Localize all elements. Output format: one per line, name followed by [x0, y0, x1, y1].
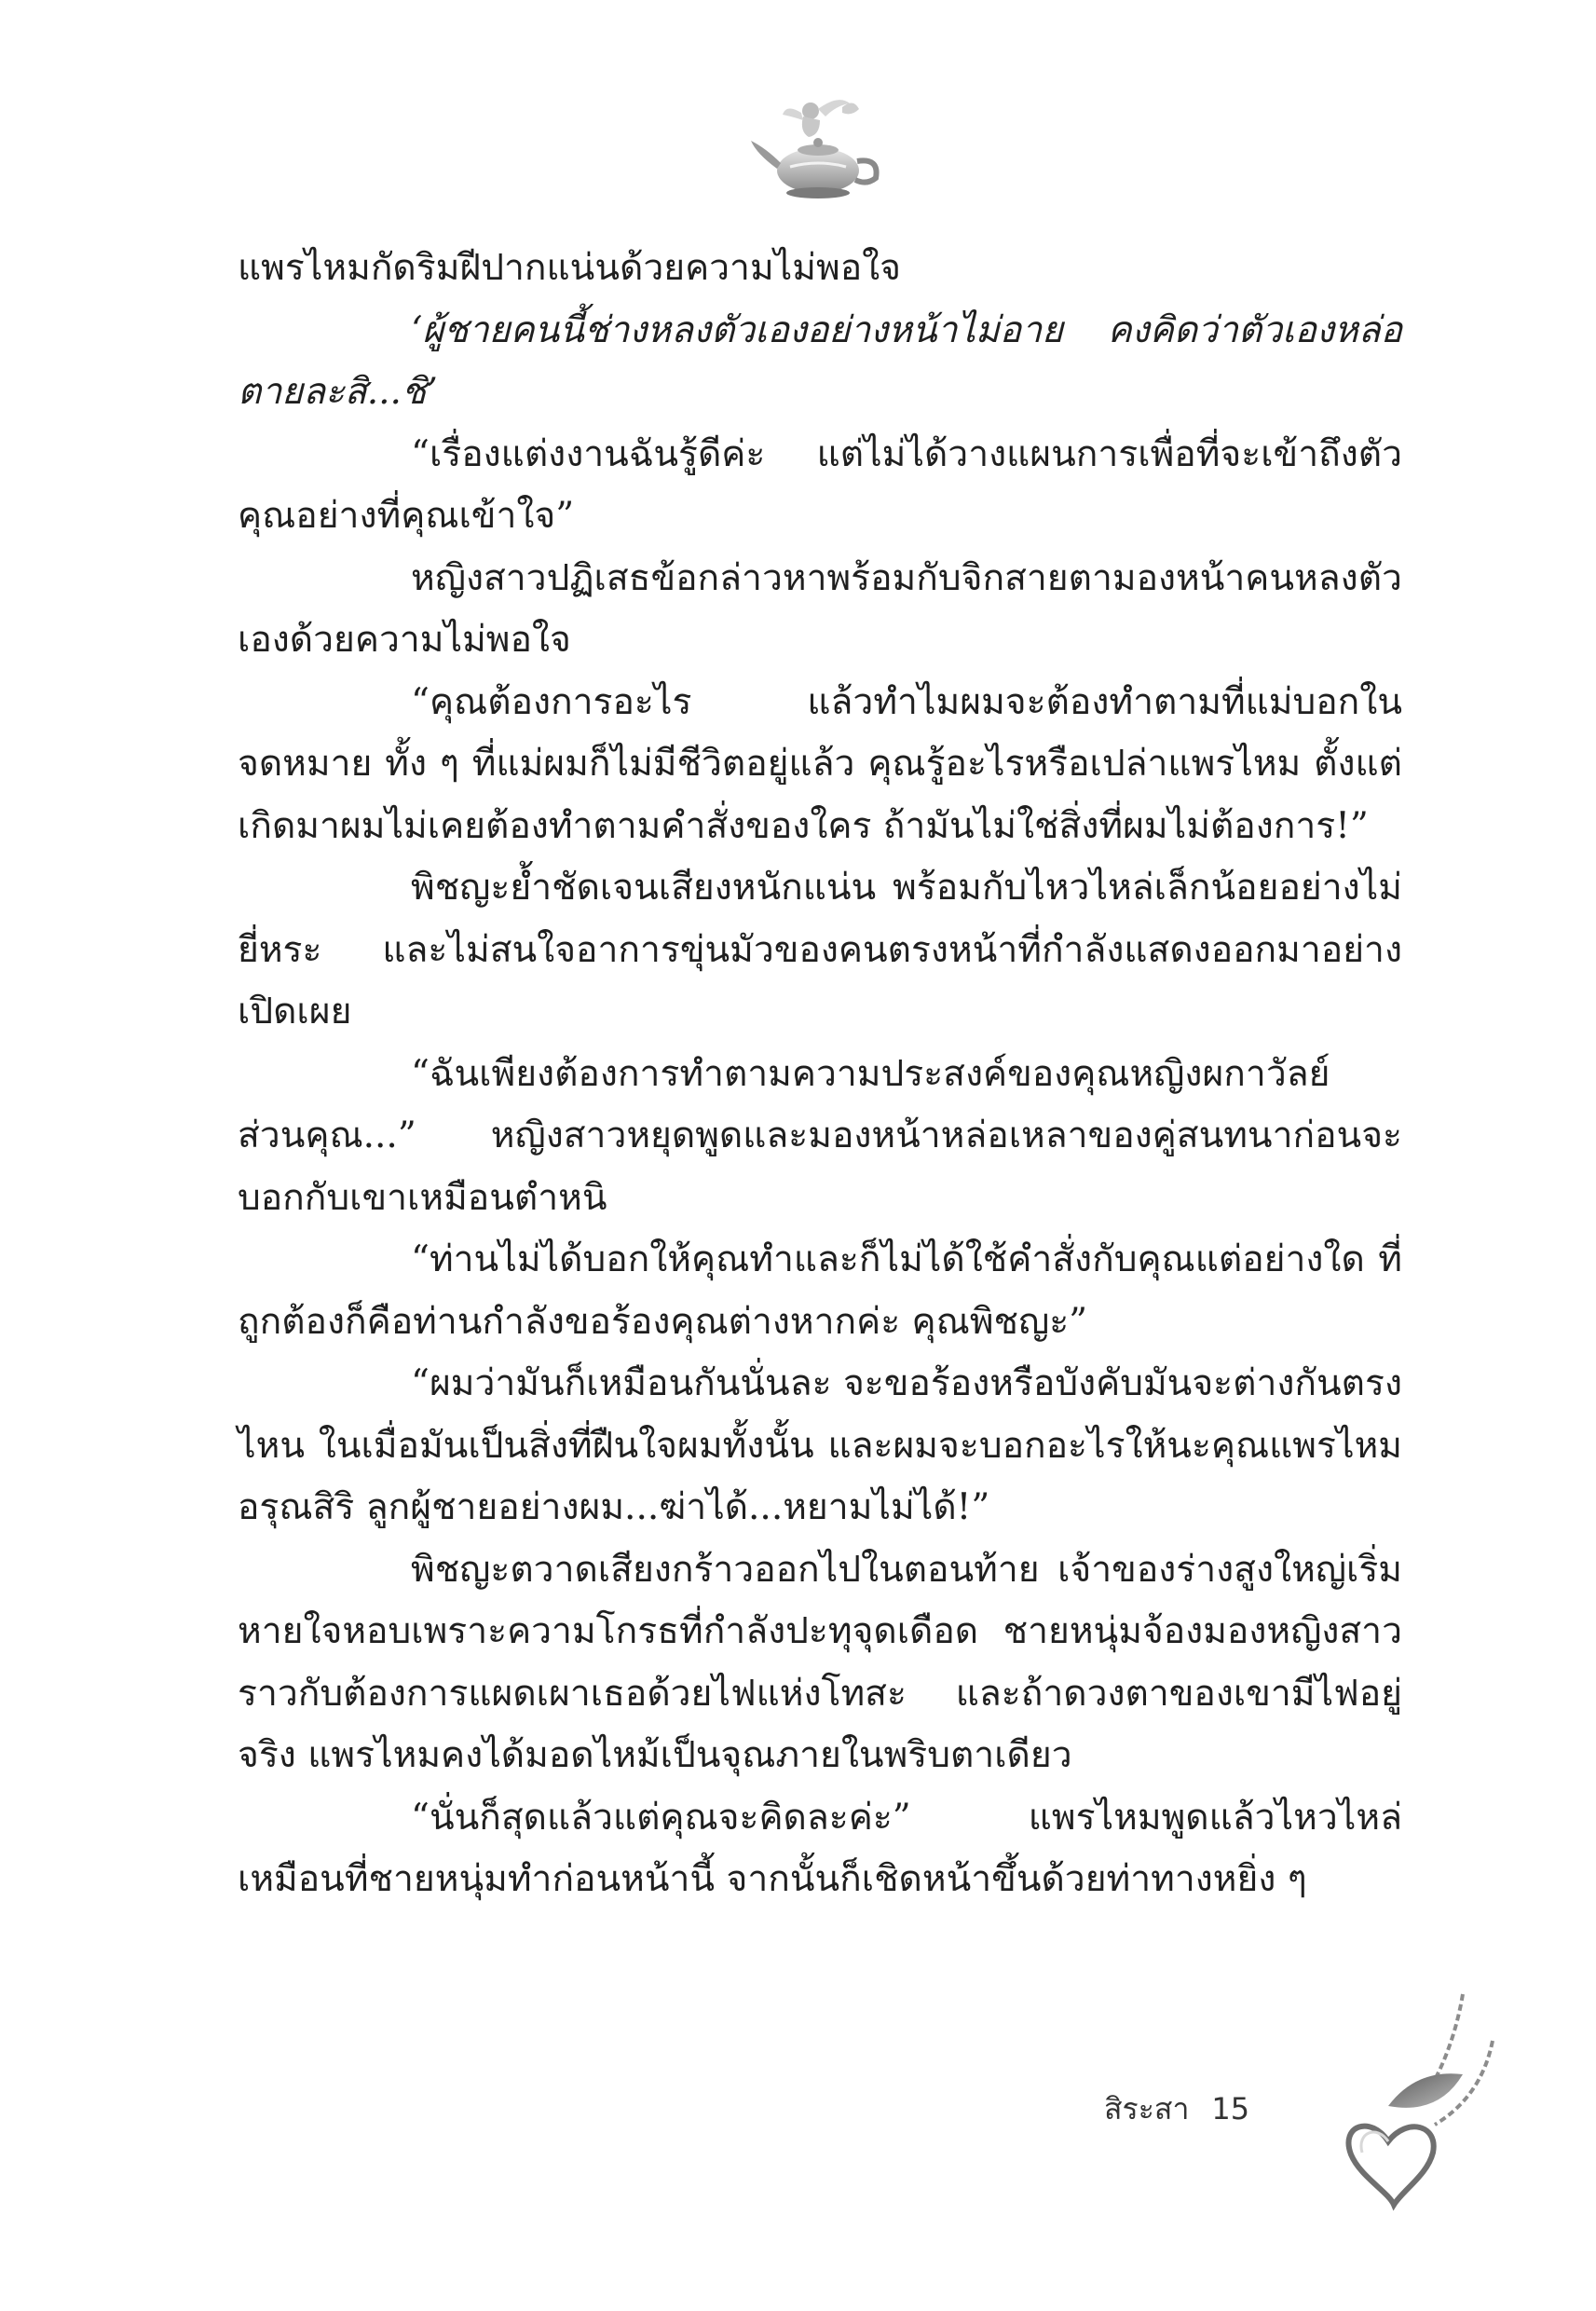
paragraph: “ฉันเพียงต้องการทำตามความประสงค์ของคุณหญิงผกาวัลย์ ส่วนคุณ...” หญิงสาวหยุดพูดและมองหน้าหล่อเหลาของคู่สนทนาก่อนจะบอกกับเขาเหมือนตำหนิ [238, 1052, 1402, 1219]
paragraph: “ผมว่ามันก็เหมือนกันนั่นละ จะขอร้องหรือบังคับมันจะต่างกันตรงไหน ในเมื่อมันเป็นสิ่งที่ฝืนใจผมทั้งนั้น และผมจะบอกอะไรให้นะคุณแพรไหม อรุณสิริ ลูกผู้ชายอย่างผม...ฆ่าได้...หยามไม่ได้!” [238, 1362, 1402, 1528]
paragraph: แพรไหมกัดริมฝีปากแน่นด้วยความไม่พอใจ [238, 247, 902, 289]
paragraph-inner-thought: ‘ผู้ชายคนนี้ช่างหลงตัวเองอย่างหน้าไม่อาย คงคิดว่าตัวเองหล่อตายละสิ...ชิ’ [238, 308, 1402, 413]
running-title: สิระสา [1104, 2091, 1190, 2126]
teapot-with-angel-icon [745, 89, 885, 210]
paragraph: พิชญะย้ำชัดเจนเสียงหนักแน่น พร้อมกับไหวไหล่เล็กน้อยอย่างไม่ยี่หระ และไม่สนใจอาการขุ่นมัวของคนตรงหน้าที่กำลังแสดงออกมาอย่างเปิดเผย [238, 867, 1402, 1032]
heart-pendant-necklace-icon [1323, 1985, 1509, 2227]
paragraph: “เรื่องแต่งงานฉันรู้ดีค่ะ แต่ไม่ได้วางแผนการเพื่อที่จะเข้าถึงตัวคุณอย่างที่คุณเข้าใจ” [238, 432, 1402, 537]
paragraph: หญิงสาวปฏิเสธข้อกล่าวหาพร้อมกับจิกสายตามองหน้าคนหลงตัวเองด้วยความไม่พอใจ [238, 556, 1402, 661]
paragraph: “นั่นก็สุดแล้วแต่คุณจะคิดละค่ะ” แพรไหมพูดแล้วไหวไหล่เหมือนที่ชายหนุ่มทำก่อนหน้านี้ จากนั้นก็เชิดหน้าขึ้นด้วยท่าทางหยิ่ง ๆ [238, 1796, 1402, 1900]
paragraph: “ท่านไม่ได้บอกให้คุณทำและก็ไม่ได้ใช้คำสั่งกับคุณแต่อย่างใด ที่ถูกต้องก็คือท่านกำลังขอร้องคุณต่างหากค่ะ คุณพิชญะ” [238, 1238, 1402, 1343]
page-number: 15 [1211, 2091, 1250, 2126]
paragraph: “คุณต้องการอะไร แล้วทำไมผมจะต้องทำตามที่แม่บอกในจดหมาย ทั้ง ๆ ที่แม่ผมก็ไม่มีชีวิตอยู่แล้ว คุณรู้อะไรหรือเปล่าแพรไหม ตั้งแต่เกิดมาผมไม่เคยต้องทำตามคำสั่งของใคร ถ้ามันไม่ใช่สิ่งที่ผมไม่ต้องการ!” [238, 680, 1402, 847]
story-body [238, 238, 1402, 1911]
paragraph: พิชญะตวาดเสียงกร้าวออกไปในตอนท้าย เจ้าของร่างสูงใหญ่เริ่มหายใจหอบเพราะความโกรธที่กำลังปะทุจุดเดือด ชายหนุ่มจ้องมองหญิงสาวราวกับต้องการแผดเผาเธอด้วยไฟแห่งโทสะ และถ้าดวงตาของเขามีไฟอยู่จริง แพรไหมคงได้มอดไหม้เป็นจุณภายในพริบตาเดียว [238, 1548, 1402, 1776]
page-footer [1104, 2085, 1249, 2133]
